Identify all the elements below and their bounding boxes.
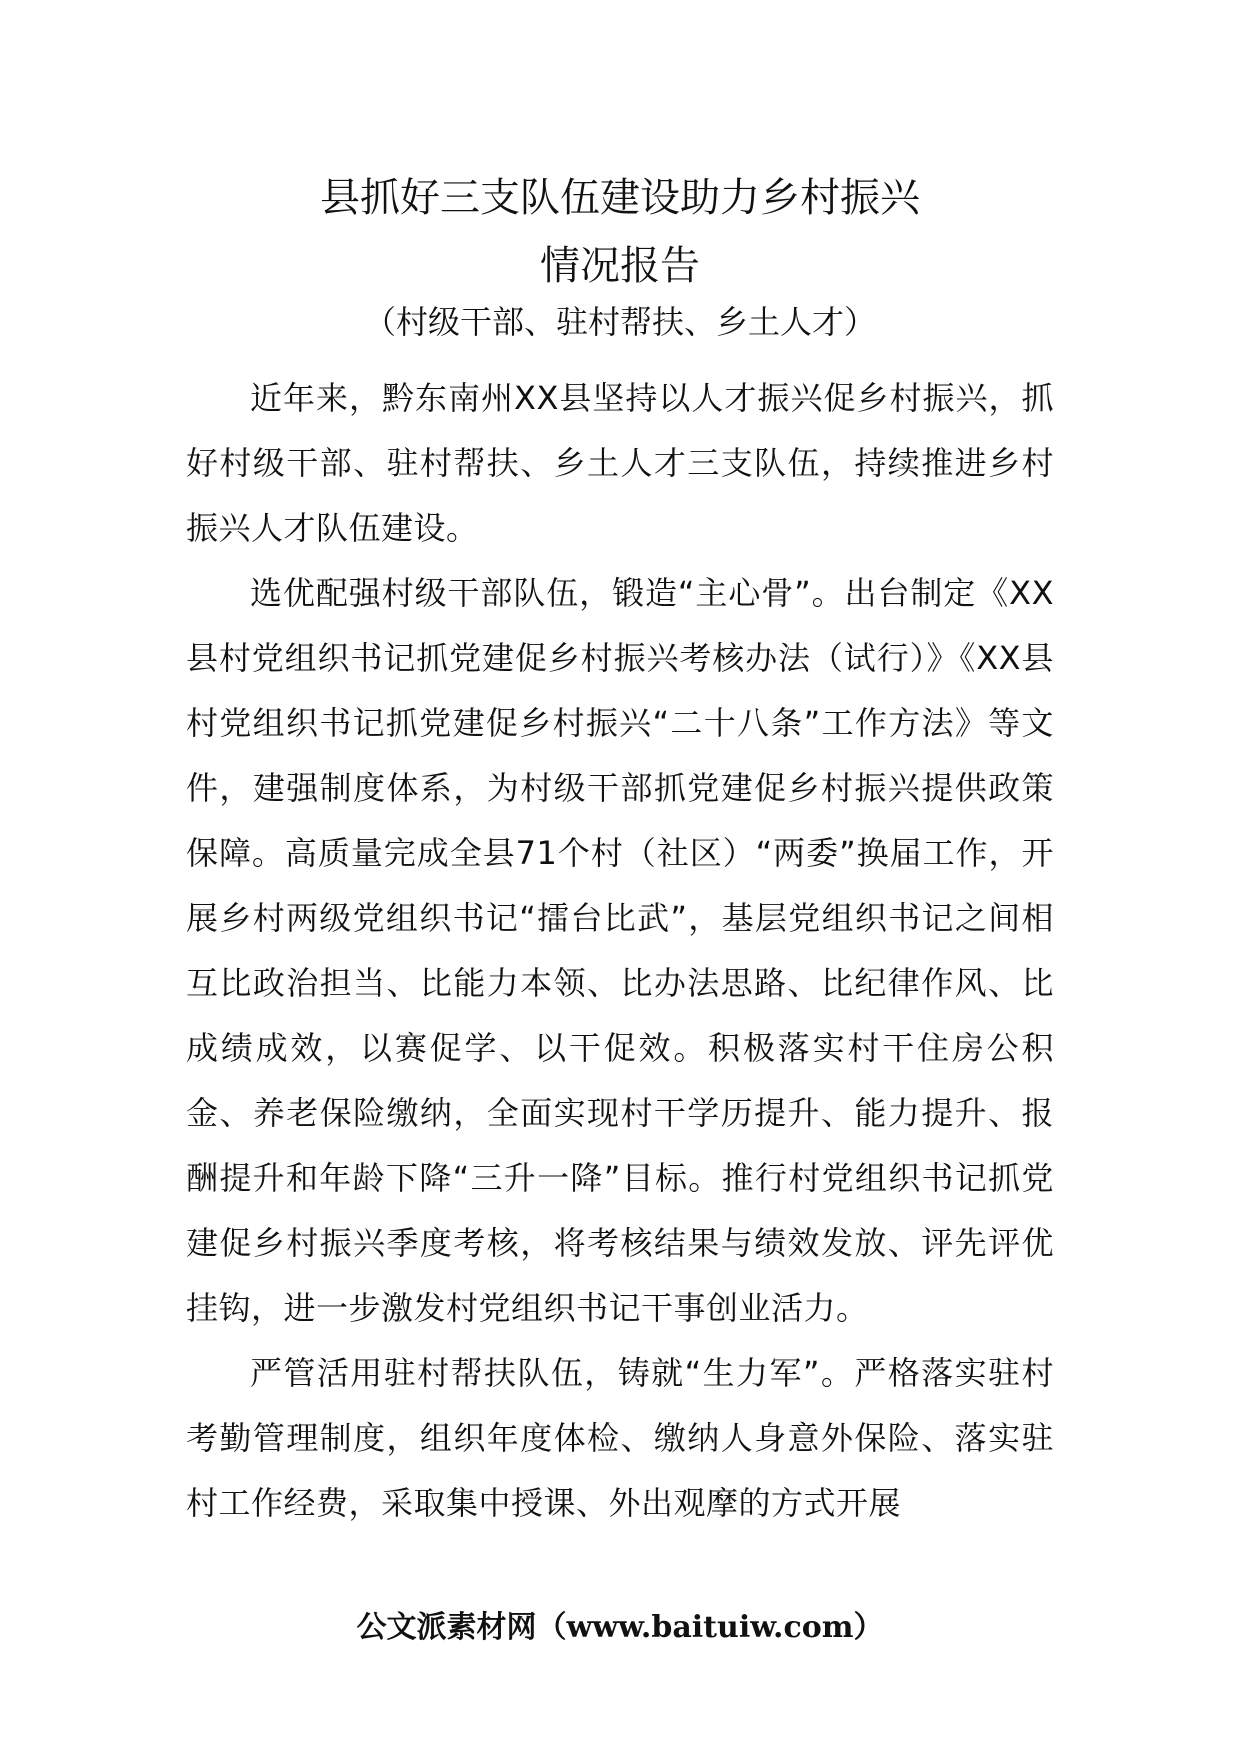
- subtitle: （村级干部、驻村帮扶、乡土人才）: [363, 303, 876, 341]
- paragraph-village-cadres: 选优配强村级干部队伍，锻造“主心骨”。出台制定《XX县村党组织书记抓党建促乡村振兴考核办法（试行）》《XX县村党组织书记抓党建促乡村振兴“二十八条”工作方法》等文件，建强制度体系，为村级干部抓党建促乡村振兴提供政策保障。高质量完成全县71个村（社区）“两委”换届工作，开展乡村两级党组织书记“擂台比武”，基层党组织书记之间相互比政治担当、比能力本领、比办法思路、比纪律作风、比成绩成效，以赛促学、以干促效。积极落实村干住房公积金、养老保险缴纳，全面实现村干学历提升、能力提升、报酬提升和年龄下降“三升一降”目标。推行村党组织书记抓党建促乡村振兴季度考核，将考核结果与绩效发放、评先评优挂钩，进一步激发村党组织书记干事创业活力。: [186, 574, 1054, 1327]
- title-line-1: 县抓好三支队伍建设助力乡村振兴: [320, 175, 920, 221]
- paragraph-intro: 近年来，黔东南州XX县坚持以人才振兴促乡村振兴，抓好村级干部、驻村帮扶、乡土人才三支队伍，持续推进乡村振兴人才队伍建设。: [186, 379, 1054, 547]
- source-watermark: 公文派素材网（www.baituiw.com）: [356, 1610, 884, 1645]
- document-body: [186, 366, 1054, 1536]
- title-line-2: 情况报告: [540, 243, 700, 289]
- paragraph-resident-assistance: 严管活用驻村帮扶队伍，铸就“生力军”。严格落实驻村考勤管理制度，组织年度体检、缴纳人身意外保险、落实驻村工作经费，采取集中授课、外出观摩的方式开展: [186, 1354, 1054, 1522]
